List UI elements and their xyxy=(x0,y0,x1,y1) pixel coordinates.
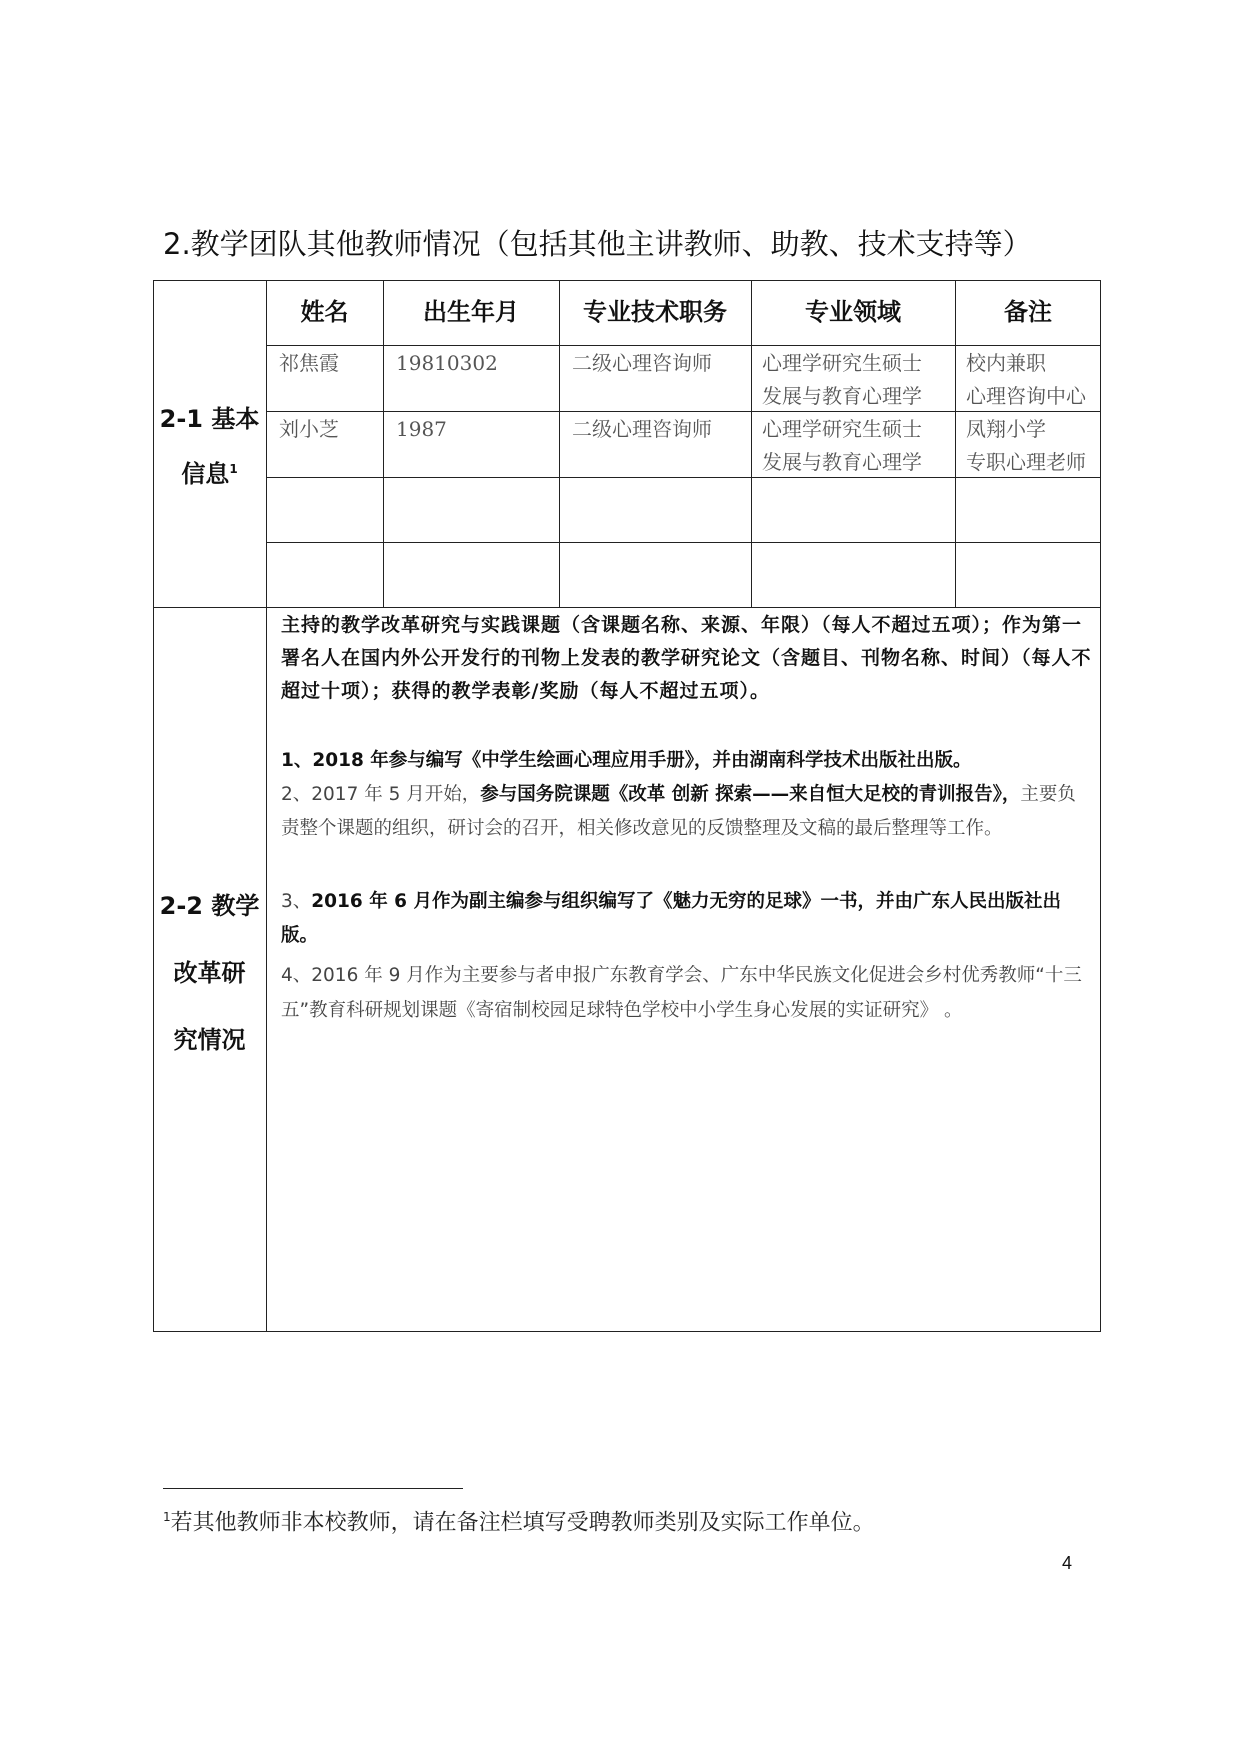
reform-label-line1: 2-2 教学 xyxy=(159,892,260,920)
footnote-reference: 1 xyxy=(229,462,238,476)
table-divider xyxy=(266,280,267,1332)
reform-item-2-prefix: 2、2017 年 5 月开始， xyxy=(281,784,481,805)
reform-label xyxy=(153,873,266,1074)
row1-field-line1: 心理学研究生硕士 xyxy=(762,351,922,375)
row1-field-line2: 发展与教育心理学 xyxy=(762,384,922,408)
reform-item-3-bold: 2016 年 6 月作为副主编参与组织编写了《魅力无穷的足球》一书，并由广东人民出版社出版。 xyxy=(281,891,1061,946)
table-divider xyxy=(266,542,1101,543)
basic-info-label-line1: 2-1 基本 xyxy=(159,405,260,433)
footnote-text: 若其他教师非本校教师，请在备注栏填写受聘教师类别及实际工作单位。 xyxy=(170,1510,875,1536)
header-birth: 出生年月 xyxy=(423,298,519,326)
row1-title: 二级心理咨询师 xyxy=(572,351,712,375)
header-note: 备注 xyxy=(1004,298,1052,326)
row2-birth: 1987 xyxy=(396,417,447,441)
row2-field xyxy=(762,413,922,479)
row2-note-line2: 专职心理老师 xyxy=(966,450,1086,474)
reform-item-2-bold: 参与国务院课题《改革 创新 探索——来自恒大足校的青训报告》， xyxy=(480,784,1021,805)
reform-item-2-rest: 主要负责整个课题的组织，研讨会的召开，相关修改意见的反馈整理及文稿的最后整理等工作。 xyxy=(281,784,1076,839)
basic-info-label-line2: 信息$^1$ xyxy=(181,460,238,488)
row2-field-line2: 发展与教育心理学 xyxy=(762,450,922,474)
row1-note-line2: 心理咨询中心 xyxy=(966,384,1086,408)
header-name: 姓名 xyxy=(300,298,349,326)
row2-note xyxy=(966,413,1086,479)
section-title: 2.教学团队其他教师情况（包括其他主讲教师、助教、技术支持等） xyxy=(163,227,1032,261)
reform-instructions: 主持的教学改革研究与实践课题（含课题名称、来源、年限）（每人不超过五项）；作为第一署名人在国内外公开发行的刊物上发表的教学研究论文（含题目、刊物名称、时间）（每人不超过十项）；获得的教学表彰/奖励（每人不超过五项）。 xyxy=(281,614,1092,702)
row1-field xyxy=(762,347,922,413)
reform-item-4: 4、2016 年 9 月作为主要参与者申报广东教育学会、广东中华民族文化促进会乡村优秀教师“十三五”教育科研规划课题《寄宿制校园足球特色学校中小学生身心发展的实证研究》 。 xyxy=(281,965,1082,1021)
table-divider xyxy=(266,345,1101,346)
row2-name: 刘小芝 xyxy=(279,417,339,441)
row1-name: 祁焦霞 xyxy=(279,351,339,375)
footnote-mark: 1 xyxy=(163,1510,171,1524)
row2-field-line1: 心理学研究生硕士 xyxy=(762,417,922,441)
row1-note xyxy=(966,347,1086,413)
row1-note-line1: 校内兼职 xyxy=(966,351,1046,375)
basic-info-label xyxy=(153,394,266,499)
reform-item-3 xyxy=(281,885,1093,953)
row2-note-line1: 凤翔小学 xyxy=(966,417,1046,441)
footnote xyxy=(163,1502,875,1538)
page-number: 4 xyxy=(1062,1553,1073,1573)
reform-label-line3: 究情况 xyxy=(173,1026,246,1054)
reform-item-3-prefix: 3、 xyxy=(281,891,312,912)
table-divider xyxy=(153,607,1101,608)
reform-item-2 xyxy=(281,778,1093,846)
header-field: 专业领域 xyxy=(805,298,901,326)
row2-title: 二级心理咨询师 xyxy=(572,417,712,441)
row1-birth: 19810302 xyxy=(396,351,498,375)
reform-label-line2: 改革研 xyxy=(173,959,246,987)
footnote-separator xyxy=(163,1488,463,1489)
reform-item-1: 1、2018 年参与编写《中学生绘画心理应用手册》，并由湖南科学技术出版社出版。 xyxy=(281,750,972,771)
header-title: 专业技术职务 xyxy=(583,298,727,326)
